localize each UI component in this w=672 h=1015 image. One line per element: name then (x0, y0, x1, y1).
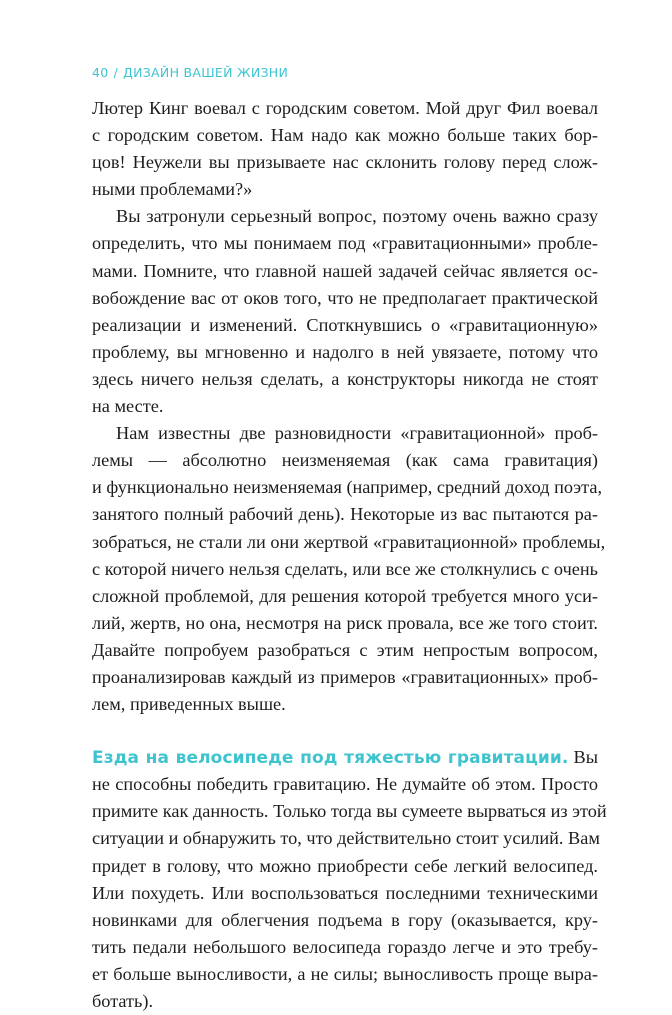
section-heading: Езда на велосипеде под тяжестью гравитации. (92, 748, 569, 769)
section-spacer (92, 718, 598, 744)
text-line: с городским советом. Нам надо как можно больше таких бор- (92, 125, 598, 146)
text-line: тить педали небольшого велосипеда гораздо легче и это требу- (92, 936, 598, 957)
text-line: мами. Помните, что главной нашей задачей сейчас является ос- (92, 260, 598, 281)
text-line: Лютер Кинг воевал с городским советом. Мой друг Фил воевал (92, 98, 598, 118)
text-line: лемы — абсолютно неизменяемая (как сама гравитация) (92, 450, 598, 471)
text-line: придет в голову, что можно приобрести себе легкий велосипед. (92, 855, 598, 876)
text-line: сложной проблемой, для решения которой требуется много уси- (92, 585, 598, 606)
text-line: здесь ничего нельзя сделать, а конструкторы никогда не стоят (92, 368, 598, 389)
text-line: реализации и изменений. Споткнувшись о «гравитационную» (92, 314, 598, 335)
text-line: ными проблемами?» (92, 179, 253, 200)
section-bicycle (92, 744, 607, 1015)
text-line: Или похудеть. Или воспользоваться последними техническими (92, 882, 598, 903)
text-line: ботать). (92, 991, 154, 1011)
text-line: примите как данность. Только тогда вы сумеете вырваться из этой (92, 801, 607, 822)
page-number: 40 (92, 65, 109, 80)
text-line: лий, жертв, но она, несмотря на риск провала, все же того стоит. (92, 612, 598, 633)
text-line: ет больше выносливости, а не силы; выносливость проще выра- (92, 963, 598, 984)
text-line: и функционально неизменяемая (например, средний доход поэта, (92, 477, 603, 498)
text-line: новинками для облегчения подъема в гору (оказывается, кру- (92, 909, 598, 930)
paragraph-2 (92, 203, 598, 420)
body-text (92, 95, 607, 1015)
text-line: лем, приведенных выше. (92, 694, 286, 715)
paragraph-1 (92, 95, 598, 203)
text-line: ситуации и обнаружить то, что действительно стоит усилий. Вам (92, 828, 600, 849)
text-line: цов! Неужели вы призываете нас склонить голову перед слож- (92, 152, 598, 173)
text-line: проанализировав каждый из примеров «гравитационных» проб- (92, 666, 598, 687)
header-separator: / (113, 65, 119, 80)
paragraph-3 (92, 420, 606, 718)
section-heading-continuation: Вы (568, 747, 599, 768)
book-page (92, 0, 607, 1011)
text-line: вобождение вас от оков того, что не предполагает практической (92, 287, 598, 308)
running-header (92, 65, 288, 80)
text-line: определить, что мы понимаем под «гравитационными» пробле- (92, 233, 598, 254)
text-line: с которой ничего нельзя сделать, или все же столкнулись с очень (92, 558, 598, 579)
text-line: зобраться, не стали ли они жертвой «гравитационной» проблемы, (92, 531, 606, 552)
text-line: Вы затронули серьезный вопрос, поэтому очень важно сразу (116, 206, 598, 227)
text-line: Нам известны две разновидности «гравитационной» проб- (116, 423, 598, 444)
text-line: Давайте попробуем разобраться с этим непростым вопросом, (92, 639, 598, 660)
text-line: на месте. (92, 396, 164, 417)
text-line: занятого полный рабочий день). Некоторые из вас пытаются ра- (92, 504, 598, 525)
section-first-line (92, 744, 598, 771)
text-line: проблему, вы мгновенно и надолго в ней увязаете, потому что (92, 341, 598, 362)
text-line: не способны победить гравитацию. Не думайте об этом. Просто (92, 774, 598, 795)
book-title: ДИЗАЙН ВАШЕЙ ЖИЗНИ (123, 65, 289, 80)
